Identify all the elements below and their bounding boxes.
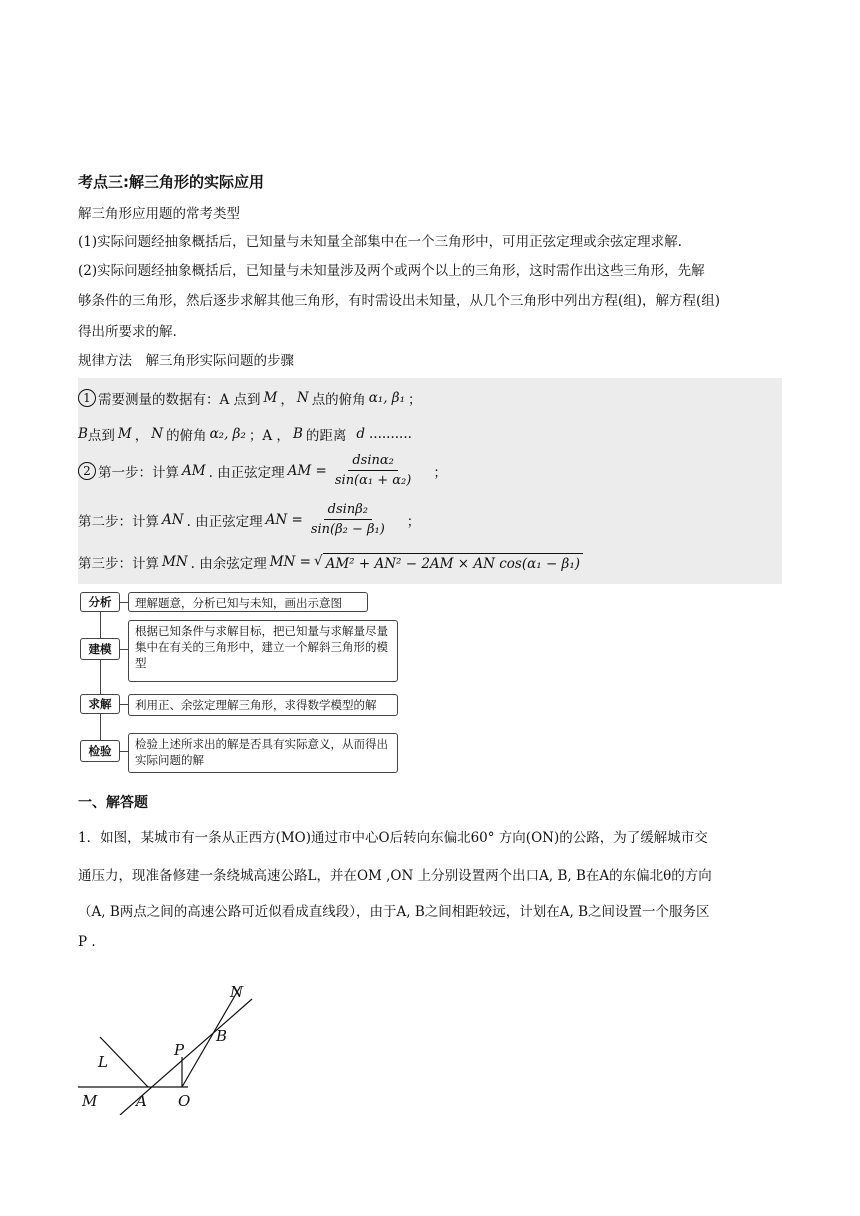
flow-text-solve: 利用正、余弦定理解三角形，求得数学模型的解 bbox=[128, 694, 398, 716]
step-text: 的距离 bbox=[305, 428, 347, 444]
angles-alpha1-beta1: α₁, β₁ bbox=[368, 390, 406, 406]
step-number-2: 2 bbox=[78, 462, 96, 480]
step-text: 点的俯角 bbox=[311, 392, 366, 408]
var-n: N bbox=[151, 426, 164, 442]
flow-tag-model: 建模 bbox=[80, 638, 120, 660]
formula-denominator: sin(α₁ + α₂) bbox=[334, 473, 412, 488]
formula-mn bbox=[314, 553, 583, 572]
formula-lhs: MN = bbox=[269, 554, 311, 570]
intro-item-2-line-1: (2)实际问题经抽象概括后，已知量与未知量涉及两个或两个以上的三角形，这时需作出这些三角形，先解 bbox=[78, 263, 705, 279]
intro-subtitle: 解三角形应用题的常考类型 bbox=[78, 206, 240, 222]
steps-line-2 bbox=[78, 424, 412, 444]
separator: ， bbox=[280, 392, 294, 408]
separator: ； bbox=[406, 513, 421, 530]
var-b: B bbox=[292, 426, 303, 442]
section-title: 一、解答题 bbox=[78, 795, 148, 811]
step-text: . 由正弦定理 bbox=[186, 513, 263, 530]
flow-connector bbox=[120, 704, 128, 705]
separator: ； bbox=[408, 392, 422, 408]
label-a: A bbox=[136, 1092, 147, 1110]
flow-connector bbox=[120, 602, 128, 603]
var-mn: MN bbox=[162, 554, 188, 570]
separator: ； bbox=[433, 464, 447, 481]
label-b: B bbox=[216, 1027, 228, 1045]
label-n: N bbox=[230, 983, 244, 1001]
var-am: AM bbox=[182, 462, 206, 479]
radicand: AM² + AN² − 2AM × AN cos(α₁ − β₁) bbox=[323, 553, 583, 572]
formula-am bbox=[331, 453, 415, 488]
flow-text-model: 根据已知条件与求解目标，把已知量与求解量尽量集中在有关的三角形中，建立一个解斜三角形的模型 bbox=[128, 620, 398, 682]
flow-tag-verify: 检验 bbox=[80, 740, 120, 762]
question-line-3: （A, B两点之间的高速公路可近似看成直线段），由于A, B之间相距较远，计划在A, B之间设置一个服务区 bbox=[78, 904, 710, 920]
steps-line-4 bbox=[78, 502, 420, 537]
formula-an bbox=[307, 502, 389, 537]
label-l: L bbox=[98, 1053, 108, 1071]
formula-numerator: dsinβ₂ bbox=[324, 502, 372, 520]
flow-tag-analyze: 分析 bbox=[80, 592, 120, 612]
step-text: 第三步：计算 bbox=[78, 556, 159, 572]
var-d: d bbox=[356, 426, 366, 442]
road-figure bbox=[70, 975, 270, 1115]
step-text: 第一步：计算 bbox=[98, 464, 179, 481]
step-text: . 由余弦定理 bbox=[190, 556, 267, 572]
label-o: O bbox=[178, 1092, 191, 1110]
formula-numerator: dsinα₂ bbox=[348, 453, 398, 471]
step-number-1: 1 bbox=[78, 389, 96, 407]
sqrt-sign: √ bbox=[313, 552, 323, 569]
separator: ；A ， bbox=[248, 428, 290, 444]
var-an: AN bbox=[162, 511, 184, 528]
flow-tag-solve: 求解 bbox=[80, 694, 120, 714]
separator: ， bbox=[134, 428, 149, 444]
var-m: M bbox=[117, 426, 132, 442]
flow-connector bbox=[120, 649, 128, 650]
label-m: M bbox=[82, 1092, 98, 1110]
steps-line-5 bbox=[78, 552, 583, 572]
var-b: B bbox=[78, 426, 88, 442]
formula-lhs: AM = bbox=[287, 462, 327, 479]
step-text: 第二步：计算 bbox=[78, 513, 159, 530]
angles-alpha2-beta2: α₂, β₂ bbox=[209, 426, 246, 442]
question-line-1: 1．如图，某城市有一条从正西方(MO)通过市中心O后转向东偏北60° 方向(ON)的公路，为了缓解城市交 bbox=[78, 830, 708, 846]
formula-denominator: sin(β₂ − β₁) bbox=[310, 522, 385, 537]
step-text: 需要测量的数据有：A 点到 bbox=[98, 392, 261, 408]
flow-connector bbox=[120, 751, 128, 752]
intro-item-2-line-3: 得出所要求的解. bbox=[78, 324, 177, 340]
section-heading: 考点三:解三角形的实际应用 bbox=[78, 173, 264, 191]
question-line-4: P . bbox=[78, 934, 96, 950]
step-text: . 由正弦定理 bbox=[208, 464, 285, 481]
formula-lhs: AN = bbox=[265, 511, 303, 528]
step-text: 的俯角 bbox=[166, 428, 207, 444]
steps-line-1 bbox=[78, 388, 422, 408]
flow-connector bbox=[100, 612, 101, 752]
road-on bbox=[182, 987, 240, 1087]
label-p: P bbox=[174, 1041, 185, 1059]
question-line-2: 通压力，现准备修建一条绕城高速公路L，并在OM ,ON 上分别设置两个出口A, B, B在A的东偏北θ的方向 bbox=[78, 868, 712, 884]
step-text: 点到 bbox=[87, 428, 115, 444]
var-m: M bbox=[263, 390, 278, 406]
intro-item-1: (1)实际问题经抽象概括后，已知量与未知量全部集中在一个三角形中，可用正弦定理或余弦定理求解. bbox=[78, 234, 682, 250]
flow-text-analyze: 理解题意，分析已知与未知，画出示意图 bbox=[128, 592, 368, 612]
intro-item-2-line-2: 够条件的三角形，然后逐步求解其他三角形，有时需设出未知量，从几个三角形中列出方程(组)，解方程(组) bbox=[78, 293, 721, 309]
flow-text-verify: 检验上述所求出的解是否具有实际意义，从而得出实际问题的解 bbox=[128, 733, 398, 773]
steps-line-3 bbox=[78, 453, 447, 488]
ellipsis: .......... bbox=[369, 426, 412, 442]
method-title: 规律方法 解三角形实际问题的步骤 bbox=[78, 353, 294, 369]
var-n: N bbox=[296, 390, 309, 406]
